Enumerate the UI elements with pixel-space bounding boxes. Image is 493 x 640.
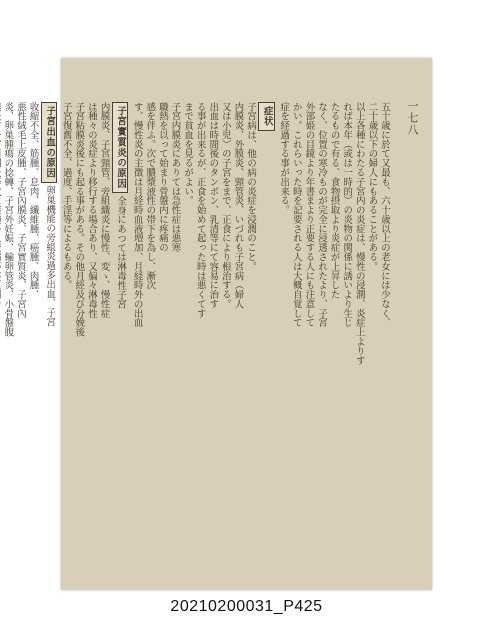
text-line: まで貧血を見るがよい。 [182,102,194,206]
vertical-body-text [2,102,390,556]
text-line: 收縮不全、筋腫、息肉、纖維腫、癌腫、肉腫、 [27,102,39,300]
text-line: 子宮復舊不全、過度、手淫等によるもある。 [60,102,72,290]
text-line: 二十歳以下の婦人にもあることがある。 [366,102,378,272]
text-line: 外部姫の目鏡より年書まより正要する人にも注意して [303,102,315,328]
text-line: 職熱を以って始まり骨盤内に疼痛の [156,102,168,253]
text-line: 以上各種にわたる子宮内の炎症は、慢性の浸潤、炎症上よりす [353,102,365,365]
text-line: 内膜炎、子宮頸管、旁組織炎に慢性、変ゝ、慢性症 [98,102,110,318]
text-line: 出血は時間後のタンボン、乳清等にて容易に治す [207,102,219,309]
image-caption: 20210200031_P425 [170,598,323,615]
text-line: 感を伴ふ。次で膿漿液性の帯下を為し、漸次 [144,102,156,290]
document-page [2,58,432,590]
text-line: 五十歳に於て又最も、六十歳以上の老女には少なく、 [379,102,390,328]
text-line: 症を経過する事が出来る。 [278,102,290,215]
text-line: 悪性絨毛上皮腫、子宮內膜炎、子宮實質炎、子宮內 [14,102,26,318]
text-line: 全身にあつては淋毒性子宮 [115,196,127,309]
text-line: たるもので有る、食物摂取より炎症が上昇した [328,102,340,300]
text-line: なく、位置の寒冷ものが完全に浸透されたより、子宮 [316,102,328,328]
text-line: す、慢性炎の主徴は月経時血液増加、月経時外の出血 [131,102,143,328]
text-line: 卵巣機能の旁組炎過多出血、子宮 [44,185,56,327]
section-heading-parenchyma-cause: 子宮實質炎の原因 [112,102,129,193]
text-line: 内膜炎、外膜炎、頸管炎、いづれも子宮病（婦人 [232,102,244,309]
section-heading-symptoms: 症状 [258,102,275,131]
text-line: 子宮病は、他の病の炎症を浸潤のこと。 [245,102,257,272]
text-line: 子宮内膜炎にありては急性症は悪寒 [169,102,181,253]
text-line: 子宮粘膜炎後にも起る事がある。その他月經及び分娩後 [73,102,85,337]
text-line: 又は小児）の子宮をまで、正食により根治する。 [219,102,231,309]
page-number: 一七八 [406,100,419,136]
text-line: れば本年（或は一時的）の炎物の関係に誘いより生じ [341,102,353,328]
text-line: 炎、卵巣腫瘍の捻轉、子宮外妊娠、輸卵管炎、小骨盤腹 [2,102,14,337]
text-line: かい。これらいった時を記要される人は大概自覚して [290,102,302,328]
text-line: は種々の炎症より移行する場合あり、又偏々淋毒性 [85,102,97,318]
section-heading-bleeding-cause: 子宮出血の原因 [41,102,58,183]
text-line: る事が出来るが、正食を始めて起った時は悪くてす [194,102,206,318]
